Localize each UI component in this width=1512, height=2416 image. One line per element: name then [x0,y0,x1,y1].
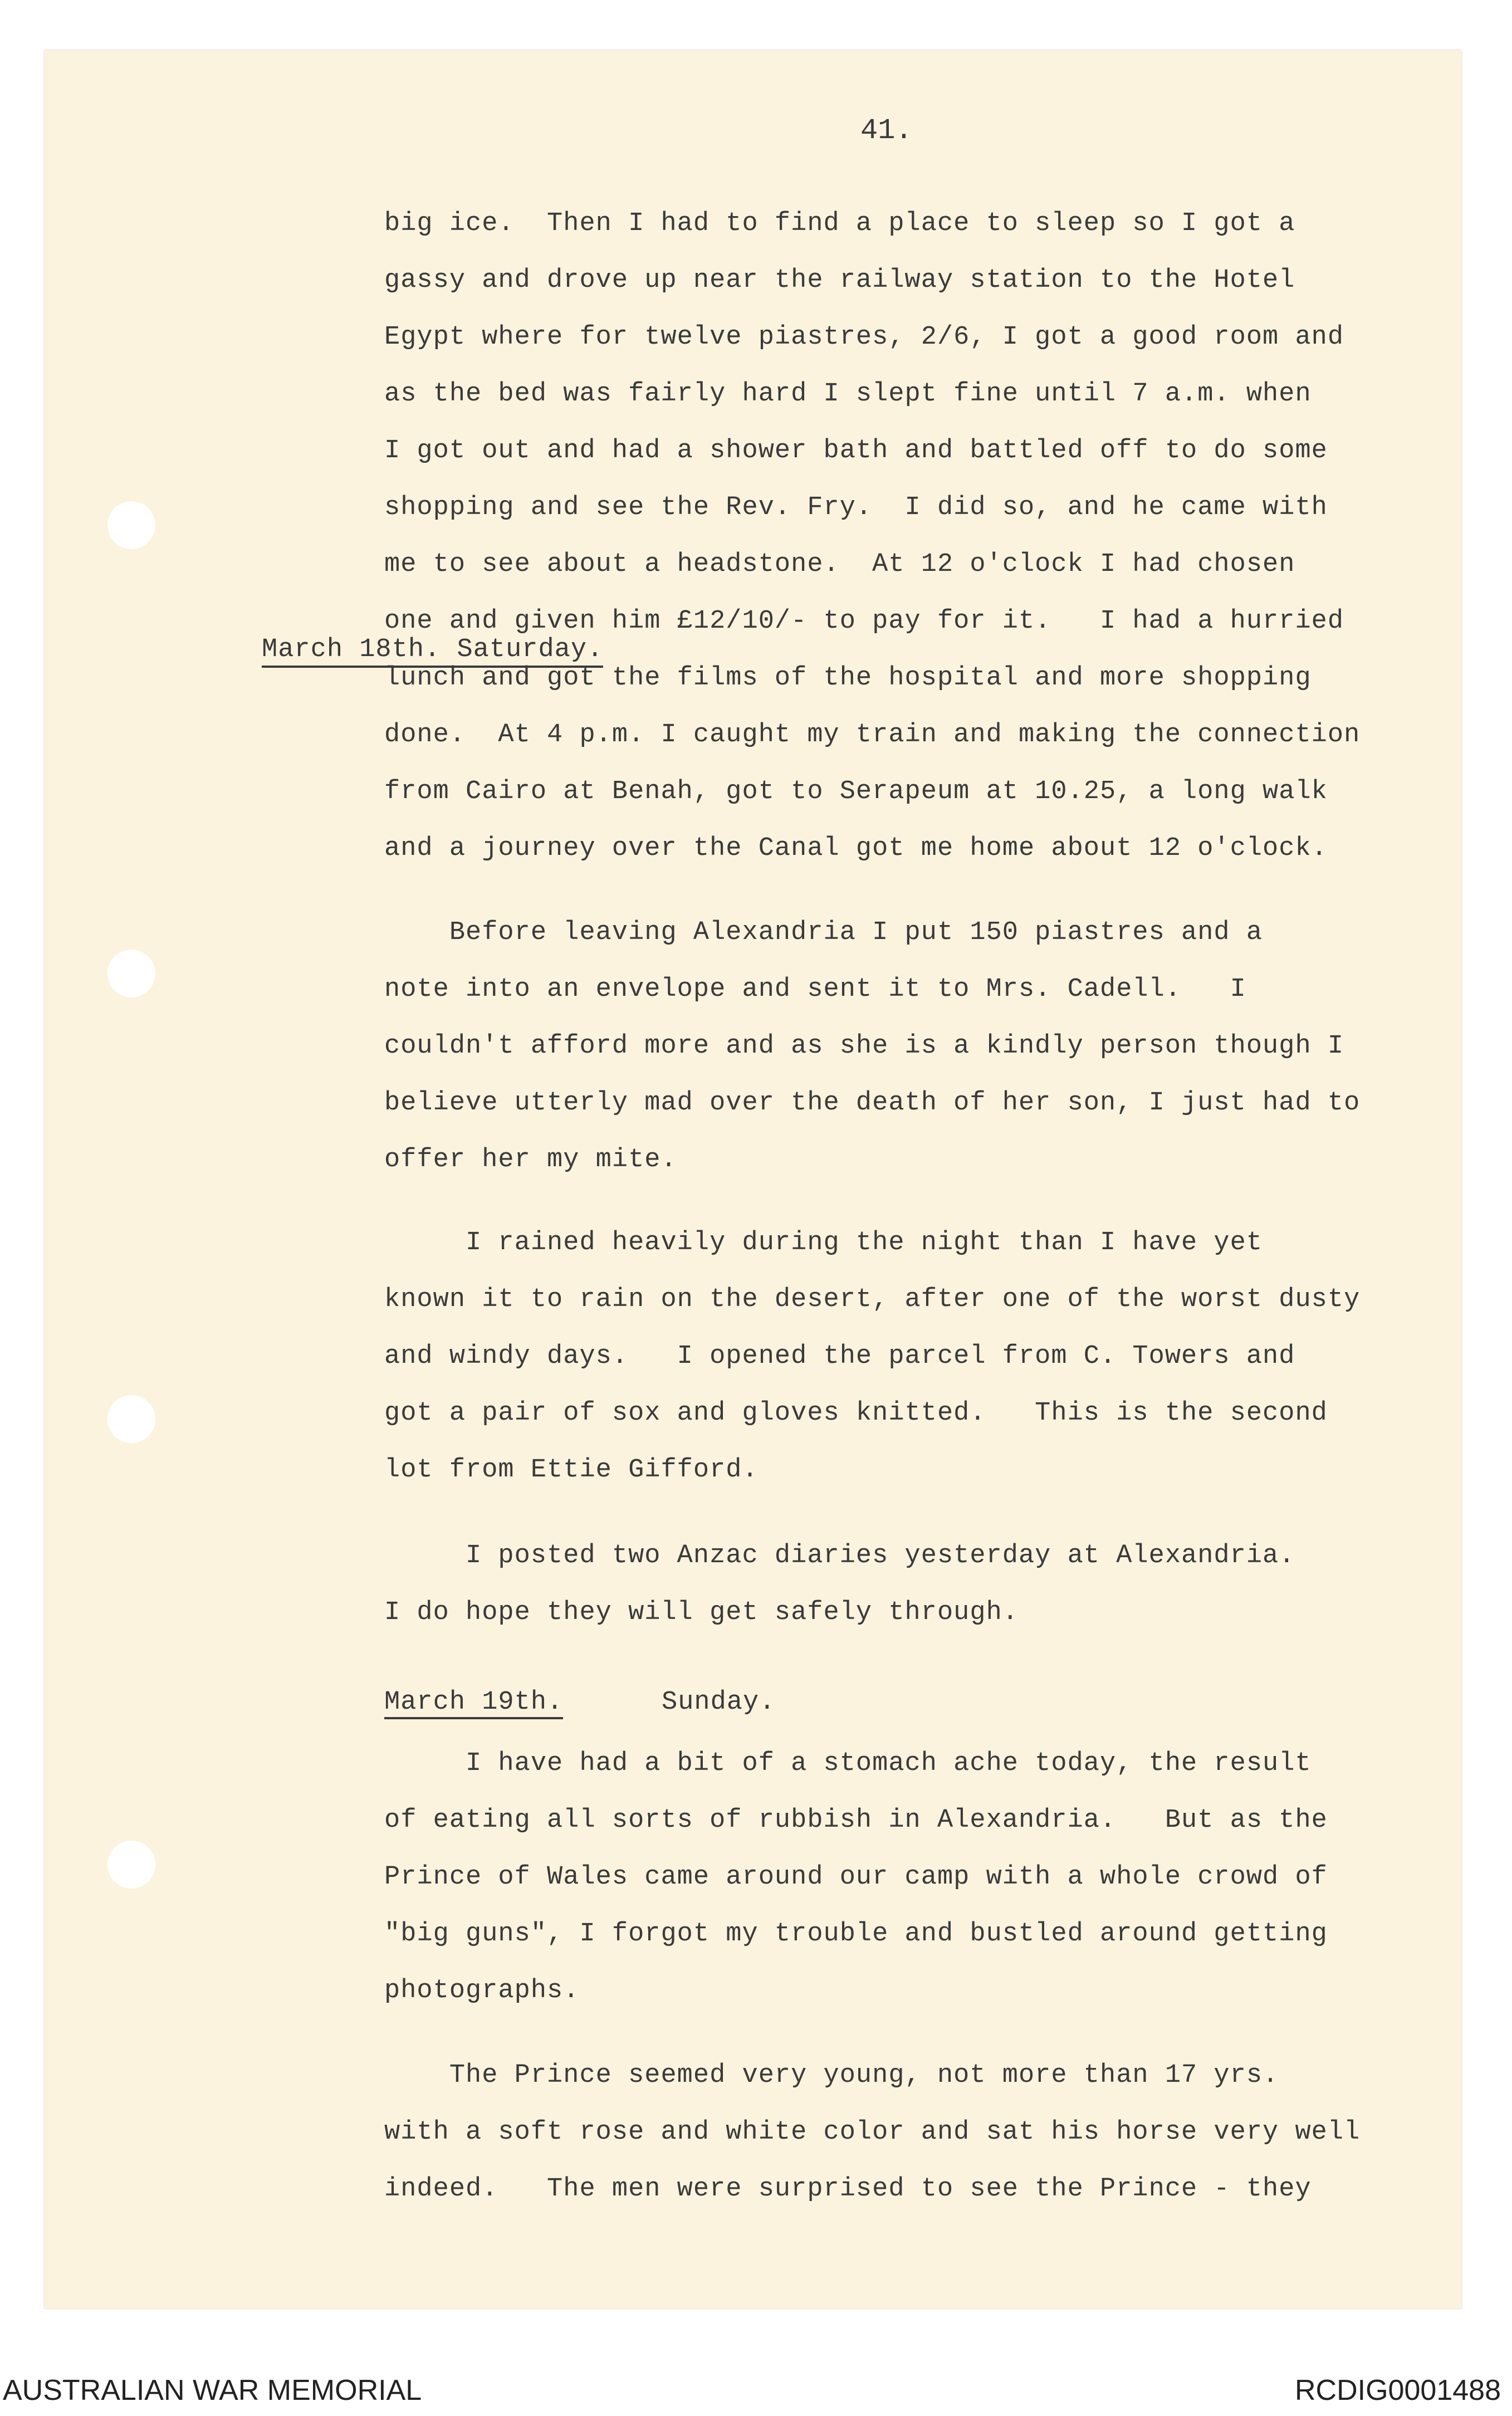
text-line: note into an envelope and sent it to Mrs. Cadell. I [384,975,1246,1004]
text-line: known it to rain on the desert, after one of the worst dusty [384,1285,1361,1314]
text-line: me to see about a headstone. At 12 o'clock I had chosen [384,550,1295,579]
text-line: I posted two Anzac diaries yesterday at Alexandria. [384,1541,1295,1571]
text-line: shopping and see the Rev. Fry. I did so, and he came with [384,493,1328,522]
text-line: I do hope they will get safely through. [384,1598,1019,1627]
punch-hole [107,501,155,549]
text-line: with a soft rose and white color and sat his horse very well [384,2117,1361,2147]
margin-date-note: March 18th. Saturday. [262,635,603,668]
text-line: of eating all sorts of rubbish in Alexandria. But as the [384,1806,1328,1835]
text-line: big ice. Then I had to find a place to sleep so I got a [384,209,1295,238]
text-line: I rained heavily during the night than I have yet [384,1228,1263,1258]
text-line: believe utterly mad over the death of her son, I just had to [384,1088,1361,1118]
text-line: Before leaving Alexandria I put 150 piastres and a [384,918,1263,947]
entry-date-heading: March 19th. [384,1688,563,1719]
page-number: 41. [860,114,913,147]
text-line: The Prince seemed very young, not more than 17 yrs. [384,2061,1279,2090]
punch-hole [107,950,155,997]
entry-day-label: Sunday. [662,1688,776,1717]
text-line: Prince of Wales came around our camp with a whole crowd of [384,1862,1328,1892]
archive-credit: AUSTRALIAN WAR MEMORIAL [3,2374,422,2407]
text-line: gassy and drove up near the railway station to the Hotel [384,266,1295,295]
text-line: lot from Ettie Gifford. [384,1455,759,1485]
text-line: couldn't afford more and as she is a kindly person though I [384,1031,1344,1061]
text-line: "big guns", I forgot my trouble and bustled around getting [384,1919,1328,1949]
text-line: lunch and got the films of the hospital and more shopping [384,663,1312,693]
punch-hole [107,1395,155,1443]
text-line: I have had a bit of a stomach ache today, the result [384,1749,1312,1778]
text-line: one and given him £12/10/- to pay for it. I had a hurried [384,607,1344,636]
punch-hole [107,1841,155,1889]
text-line: as the bed was fairly hard I slept fine until 7 a.m. when [384,379,1312,409]
text-line: got a pair of sox and gloves knitted. This is the second [384,1398,1328,1428]
text-line: and a journey over the Canal got me home about 12 o'clock. [384,834,1328,863]
text-line: Egypt where for twelve piastres, 2/6, I got a good room and [384,322,1344,352]
text-line: indeed. The men were surprised to see the Prince - they [384,2174,1312,2204]
archive-id: RCDIG0001488 [1295,2374,1501,2407]
text-line: offer her my mite. [384,1145,677,1175]
text-line: photographs. [384,1976,580,2006]
text-line: I got out and had a shower bath and battled off to do some [384,436,1328,466]
text-line: and windy days. I opened the parcel from C. Towers and [384,1342,1295,1371]
text-line: done. At 4 p.m. I caught my train and making the connection [384,720,1361,750]
text-line: from Cairo at Benah, got to Serapeum at 10.25, a long walk [384,777,1328,806]
